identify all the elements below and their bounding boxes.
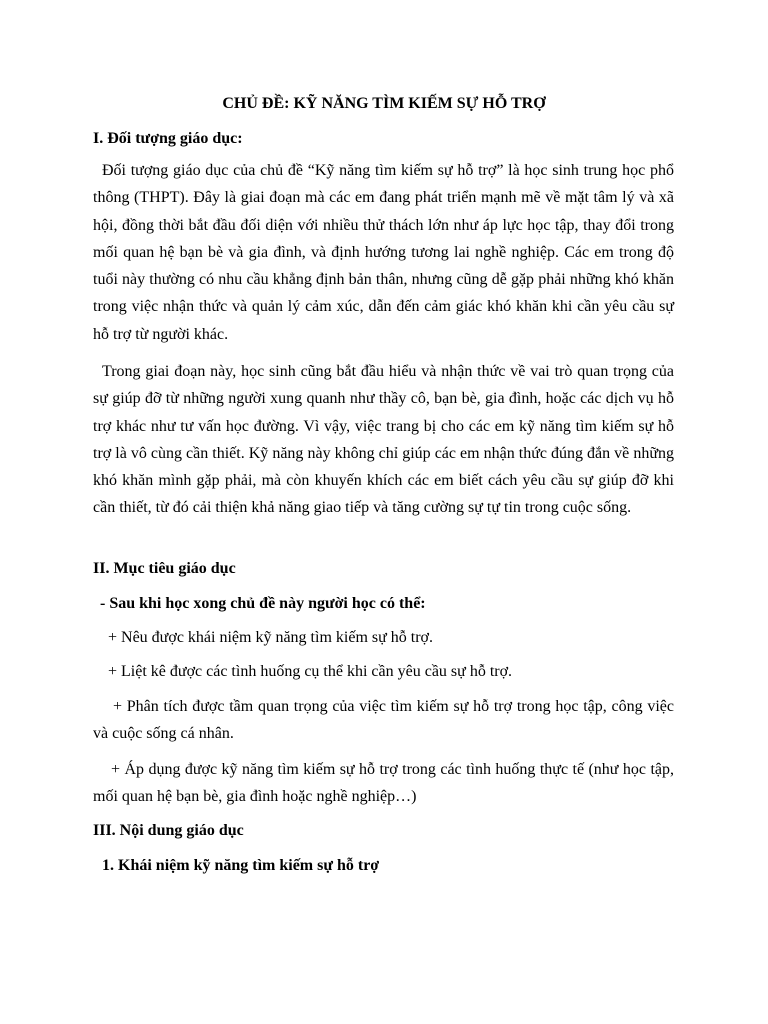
subsection-heading-khai-niem: 1. Khái niệm kỹ năng tìm kiếm sự hỗ trợ: [102, 857, 380, 874]
objective-item: + Áp dụng được kỹ năng tìm kiếm sự hỗ trợ trong các tình huống thực tế (như học tập, mối quan hệ bạn bè, gia đình hoặc nghề nghiệp…): [93, 761, 674, 806]
objective-item: + Phân tích được tầm quan trọng của việc tìm kiếm sự hỗ trợ trong học tập, công việc và cuộc sống cá nhân.: [93, 698, 674, 743]
document-title: CHỦ ĐỀ: KỸ NĂNG TÌM KIẾM SỰ HỖ TRỢ: [222, 95, 546, 112]
objective-item: + Nêu được khái niệm kỹ năng tìm kiếm sự hỗ trợ.: [108, 629, 434, 646]
paragraph-doi-tuong-2: Trong giai đoạn này, học sinh cũng bắt đầu hiểu và nhận thức về vai trò quan trọng của sự giúp đỡ từ những người xung quanh như thầy cô, bạn bè, gia đình, hoặc các dịch vụ hỗ trợ khác như tư vấn học đường. Vì vậy, việc trang bị cho các em kỹ năng tìm kiếm sự hỗ trợ là vô cùng cần thiết. Kỹ năng này không chỉ giúp các em nhận thức đúng đắn về những khó khăn mình gặp phải, mà còn khuyến khích các em biết cách yêu cầu sự giúp đỡ khi cần thiết, từ đó cải thiện khả năng giao tiếp và tăng cường sự tự tin trong cuộc sống.: [93, 363, 674, 517]
objective-item: + Liệt kê được các tình huống cụ thể khi cần yêu cầu sự hỗ trợ.: [108, 663, 513, 680]
paragraph-doi-tuong-1: Đối tượng giáo dục của chủ đề “Kỹ năng tìm kiếm sự hỗ trợ” là học sinh trung học phổ thông (THPT). Đây là giai đoạn mà các em đang phát triển mạnh mẽ về mặt tâm lý và xã hội, đồng thời bắt đầu đối diện với nhiều thử thách lớn như áp lực học tập, thay đổi trong mối quan hệ bạn bè và gia đình, và định hướng tương lai nghề nghiệp. Các em trong độ tuổi này thường có nhu cầu khẳng định bản thân, nhưng cũng dễ gặp phải những khó khăn trong việc nhận thức và quản lý cảm xúc, dẫn đến cảm giác khó khăn khi cần yêu cầu sự hỗ trợ từ người khác.: [93, 162, 674, 343]
objectives-intro: - Sau khi học xong chủ đề này người học có thể:: [100, 595, 426, 612]
section-heading-doi-tuong: I. Đối tượng giáo dục:: [93, 130, 243, 147]
section-heading-noi-dung: III. Nội dung giáo dục: [93, 822, 244, 839]
section-heading-muc-tieu: II. Mục tiêu giáo dục: [93, 560, 236, 577]
